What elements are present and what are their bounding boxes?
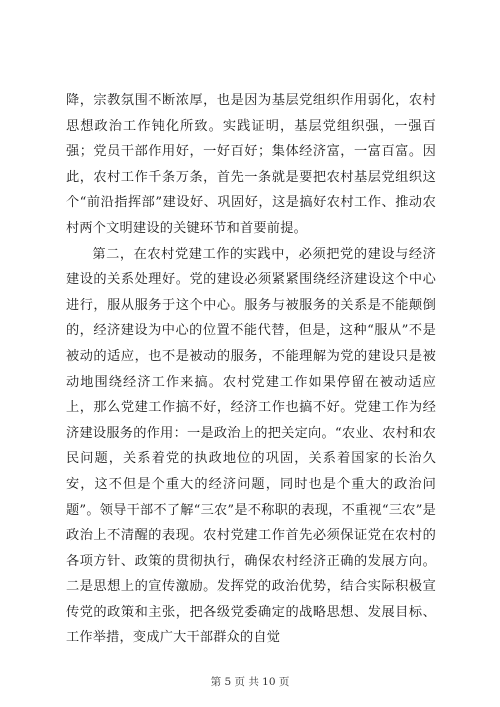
document-body [66, 88, 436, 651]
paragraph-2: 第二，在农村党建工作的实践中，必须把党的建设与经济建设的关系处理好。党的建设必须紧紧围绕经济建设这个中心进行，服从服务于这个中心。服务与被服务的关系是不能颠倒的，经济建设为中心的位置不能代替，但是，这种“服从”不是被动的适应，也不是被动的服务，不能理解为党的建设只是被动地围绕经济工作来搞。农村党建工作如果停留在被动适应上，那么党建工作搞不好，经济工作也搞不好。党建工作为经济建设服务的作用：一是政治上的把关定向。“农业、农村和农民问题，关系着党的执政地位的巩固，关系着国家的长治久安，这不但是个重大的经济问题，同时也是个重大的政治问题”。领导干部不了解“三农”是不称职的表现，不重视“三农”是政治上不清醒的表现。农村党建工作首先必须保证党在农村的各项方针、政策的贯彻执行，确保农村经济正确的发展方向。二是思想上的宣传激励。发挥党的政治优势，结合实际积极宣传党的政策和主张，把各级党委确定的战略思想、发展目标、工作举措，变成广大干部群众的自觉 [66, 246, 436, 646]
paragraph-1: 降，宗教氛围不断浓厚，也是因为基层党组织作用弱化，农村思想政治工作钝化所致。实践证明，基层党组织强，一强百强；党员干部作用好，一好百好；集体经济富，一富百富。因此，农村工作千条万条，首先一条就是要把农村基层党组织这个“前沿指挥部”建设好、巩固好，这是搞好农村工作、推动农村两个文明建设的关键环节和首要前提。 [66, 93, 436, 236]
page-number-footer: 第 5 页 共 10 页 [210, 676, 290, 688]
